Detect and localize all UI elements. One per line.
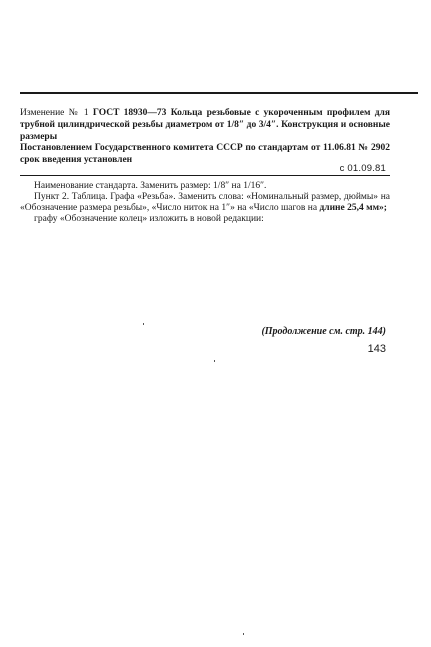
standard-number: ГОСТ 18930—73 — [92, 108, 167, 118]
top-rule — [20, 92, 418, 94]
standard-title: Кольца резьбовые с укороченным профилем для трубной цилиндрической резьбы диаметром от 1/8″ до 3/4″. Конструкция и основные размеры — [20, 108, 390, 142]
body-paragraph-1 — [20, 181, 390, 192]
amendment-body — [20, 181, 390, 225]
body-line-1: Наименование стандарта. Заменить размер: 1/8″ на 1/16″. — [34, 181, 267, 191]
amendment-label: Изменение № 1 — [20, 108, 89, 118]
page-number: 143 — [367, 343, 386, 355]
body-line-2-bold: длине 25,4 мм»; — [319, 203, 387, 213]
decree-text: Постановлением Государственного комитета СССР по стандартам от 11.06.81 № 2902 срок введения установлен — [20, 143, 390, 165]
amendment-header — [20, 107, 390, 143]
scan-speck — [143, 323, 144, 325]
body-line-2: Пункт 2. Таблица. Графа «Резьба». Заменить слова: «Номинальный размер, дюймы» на «Обозначение размера резьбы», «Число ниток на 1″» на «Число шагов на — [20, 192, 390, 213]
continuation-note: (Продолжение см. стр. 144) — [261, 326, 386, 337]
body-line-3: графу «Обозначение колец» изложить в новой редакции: — [34, 214, 264, 224]
scan-speck — [214, 360, 215, 362]
date-rule — [20, 175, 390, 176]
body-paragraph-2 — [20, 192, 390, 214]
body-paragraph-3 — [20, 214, 390, 225]
effective-date: с 01.09.81 — [339, 163, 386, 174]
scan-speck — [243, 633, 244, 635]
